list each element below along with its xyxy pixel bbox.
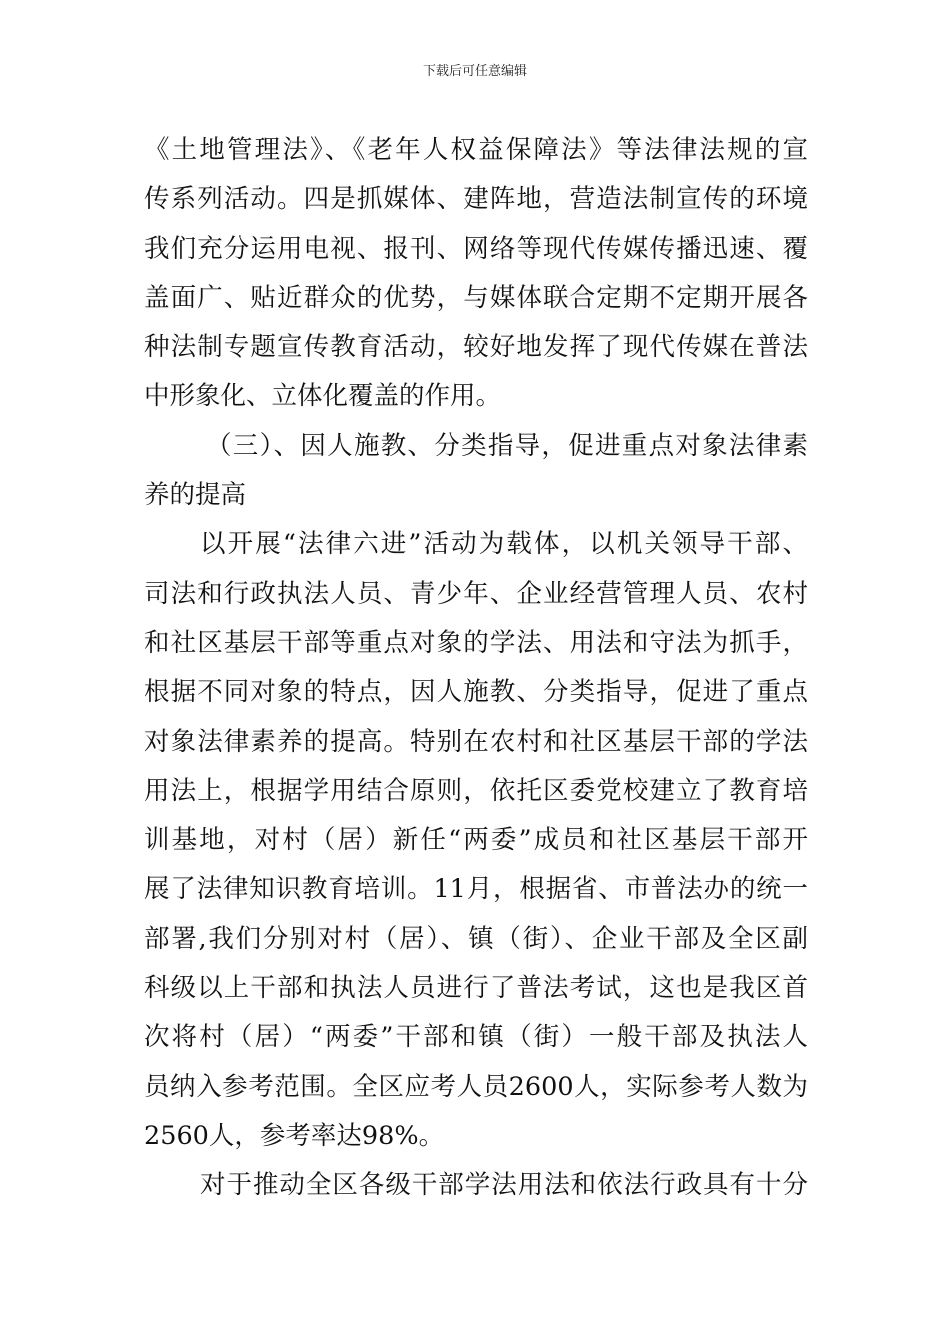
text-line: 司法和行政执法人员、青少年、企业经营管理人员、农村 xyxy=(144,578,808,609)
page-header: 下载后可任意编辑 xyxy=(422,64,527,79)
section-heading-line: 养的提高 xyxy=(144,480,247,511)
text-line: 传系列活动。四是抓媒体、建阵地，营造法制宣传的环境 xyxy=(144,184,808,215)
section-heading-line: （三）、因人施教、分类指导，促进重点对象法律素 xyxy=(206,430,808,461)
text-line: 中形象化、立体化覆盖的作用。 xyxy=(144,381,502,412)
text-line: 2560人，参考率达98%。 xyxy=(144,1120,445,1151)
text-line: 科级以上干部和执法人员进行了普法考试，这也是我区首 xyxy=(144,973,808,1004)
text-line: 我们充分运用电视、报刊、网络等现代传媒传播迅速、覆 xyxy=(144,233,808,264)
text-line: 部署,我们分别对村（居）、镇（街）、企业干部及全区副 xyxy=(144,923,808,954)
text-line: 员纳入参考范围。全区应考人员2600人，实际参考人数为 xyxy=(144,1071,808,1102)
document-body xyxy=(144,126,808,1211)
text-line: 对象法律素养的提高。特别在农村和社区基层干部的学法 xyxy=(144,726,808,757)
text-line: 种法制专题宣传教育活动，较好地发挥了现代传媒在普法 xyxy=(144,332,808,363)
text-line: 根据不同对象的特点，因人施教、分类指导，促进了重点 xyxy=(144,677,808,708)
text-line: 展了法律知识教育培训。11月，根据省、市普法办的统一 xyxy=(144,874,808,905)
text-line: 以开展“法律六进”活动为载体，以机关领导干部、 xyxy=(200,529,808,560)
text-line: 《土地管理法》、《老年人权益保障法》等法律法规的宣 xyxy=(144,135,808,165)
text-line: 次将村（居）“两委”干部和镇（街）一般干部及执法人 xyxy=(144,1022,808,1053)
text-line: 盖面广、贴近群众的优势，与媒体联合定期不定期开展各 xyxy=(144,282,808,313)
text-line: 训基地，对村（居）新任“两委”成员和社区基层干部开 xyxy=(144,825,808,856)
text-line: 对于推动全区各级干部学法用法和依法行政具有十分 xyxy=(200,1170,808,1201)
text-line: 和社区基层干部等重点对象的学法、用法和守法为抓手， xyxy=(144,627,808,658)
text-line: 用法上，根据学用结合原则，依托区委党校建立了教育培 xyxy=(144,775,808,806)
